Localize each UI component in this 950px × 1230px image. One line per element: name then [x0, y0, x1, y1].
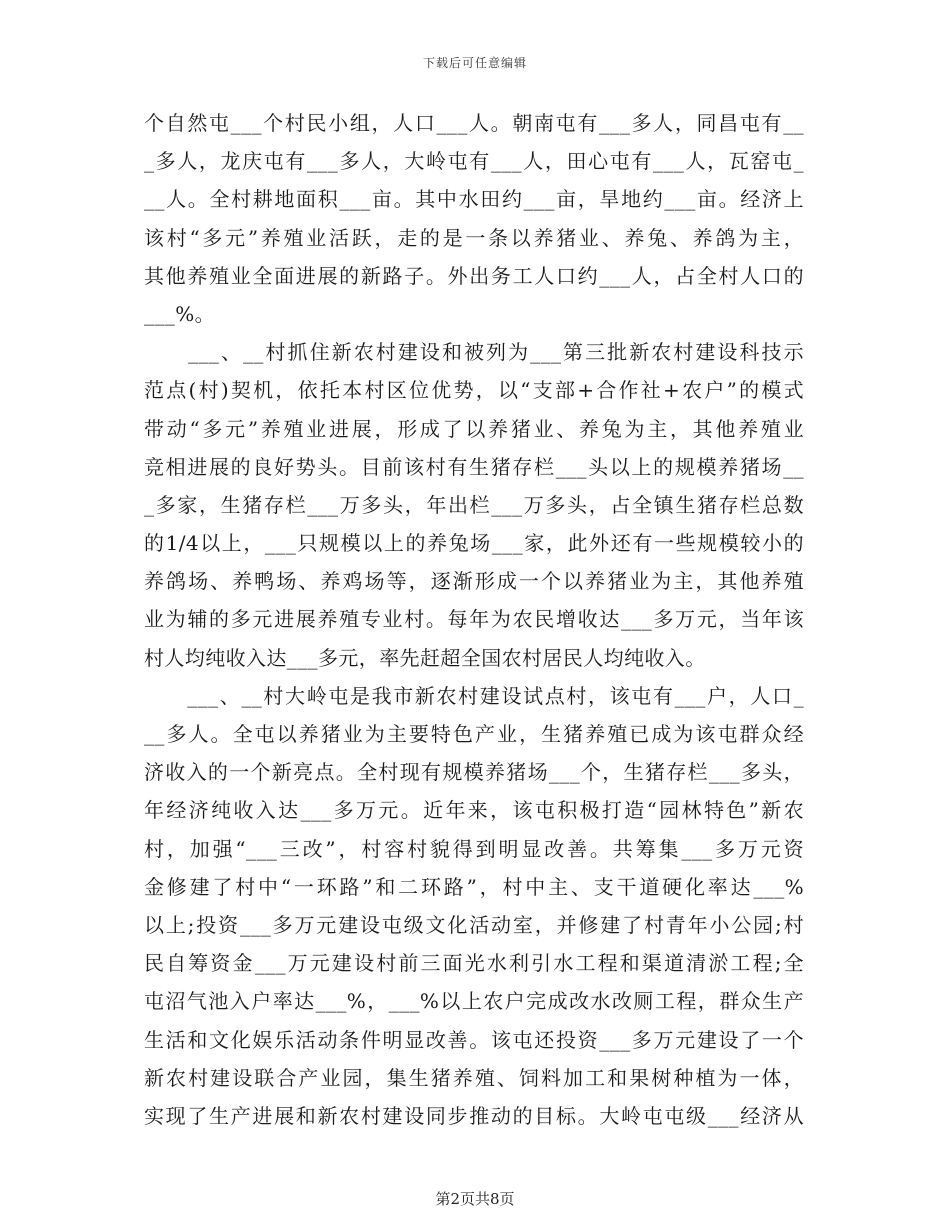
text-line: 年经济纯收入达___多万元。近年来，该屯积极打造“园林特色”新农 [144, 798, 804, 823]
text-line: ___、__村大岭屯是我市新农村建设试点村，该屯有___户，人口_ [144, 683, 804, 708]
text-line: 的1/4以上，___只规模以上的养兔场___家，此外还有一些规模较小的 [144, 531, 804, 556]
text-line: 竞相进展的良好势头。目前该村有生猪存栏___头以上的规模养猪场__ [144, 454, 804, 479]
document-body [144, 104, 804, 1135]
text-line: 带动“多元”养殖业进展，形成了以养猪业、养兔为主，其他养殖业 [144, 416, 804, 441]
text-line: 业为辅的多元进展养殖专业村。每年为农民增收达___多万元，当年该 [144, 607, 804, 632]
text-line: 以上;投资___多万元建设屯级文化活动室，并修建了村青年小公园;村 [144, 912, 804, 937]
text-line: 其他养殖业全面进展的新路子。外出务工人口约___人，占全村人口的 [144, 263, 804, 288]
text-line: 新农村建设联合产业园，集生猪养殖、饲料加工和果树种植为一体， [144, 1065, 804, 1090]
text-line: 个自然屯___个村民小组，人口___人。朝南屯有___多人，同昌屯有__ [144, 111, 804, 135]
text-line: 生活和文化娱乐活动条件明显改善。该屯还投资___多万元建设了一个 [144, 1027, 804, 1052]
text-line: 屯沼气池入户率达___%，___%以上农户完成改水改厕工程，群众生产 [144, 989, 804, 1014]
text-line: 该村“多元”养殖业活跃，走的是一条以养猪业、养兔、养鸽为主， [144, 225, 804, 250]
text-line: 民自筹资金___万元建设村前三面光水利引水工程和渠道清淤工程;全 [144, 951, 804, 976]
text-line: 村人均纯收入达___多元，率先赶超全国农村居民人均纯收入。 [144, 645, 706, 670]
text-line: 金修建了村中“一环路”和二环路”，村中主、支干道硬化率达___% [144, 874, 804, 899]
text-line: _多人，龙庆屯有___多人，大岭屯有___人，田心屯有___人，瓦窑屯_ [144, 149, 804, 174]
text-line: _多家，生猪存栏___万多头，年出栏___万多头，占全镇生猪存栏总数 [144, 492, 804, 517]
paragraph-breeding-industry [144, 333, 804, 677]
text-line: 济收入的一个新亮点。全村现有规模养猪场___个，生猪存栏___多头， [144, 760, 804, 785]
paragraph-daling-pilot [144, 677, 804, 1135]
paragraph-village-overview [144, 104, 804, 333]
page-header: 下载后可任意编辑 [422, 56, 527, 70]
page-number: 第2页共8页 [435, 1190, 515, 1208]
text-line: __多人。全屯以养猪业为主要特色产业，生猪养殖已成为该屯群众经 [144, 722, 804, 746]
text-line: 范点(村)契机，依托本村区位优势，以“支部+合作社+农户”的模式 [144, 378, 804, 403]
text-line: 实现了生产进展和新农村建设同步推动的目标。大岭屯屯级___经济从 [144, 1103, 804, 1128]
text-line: __人。全村耕地面积___亩。其中水田约___亩，旱地约___亩。经济上 [144, 187, 804, 212]
text-line: ___%。 [144, 301, 216, 326]
text-line: 村，加强“___三改”，村容村貌得到明显改善。共筹集___多万元资 [144, 836, 804, 861]
text-line: 养鸽场、养鸭场、养鸡场等，逐渐形成一个以养猪业为主，其他养殖 [144, 569, 804, 594]
text-line: ___、__村抓住新农村建设和被列为___第三批新农村建设科技示 [144, 340, 804, 365]
